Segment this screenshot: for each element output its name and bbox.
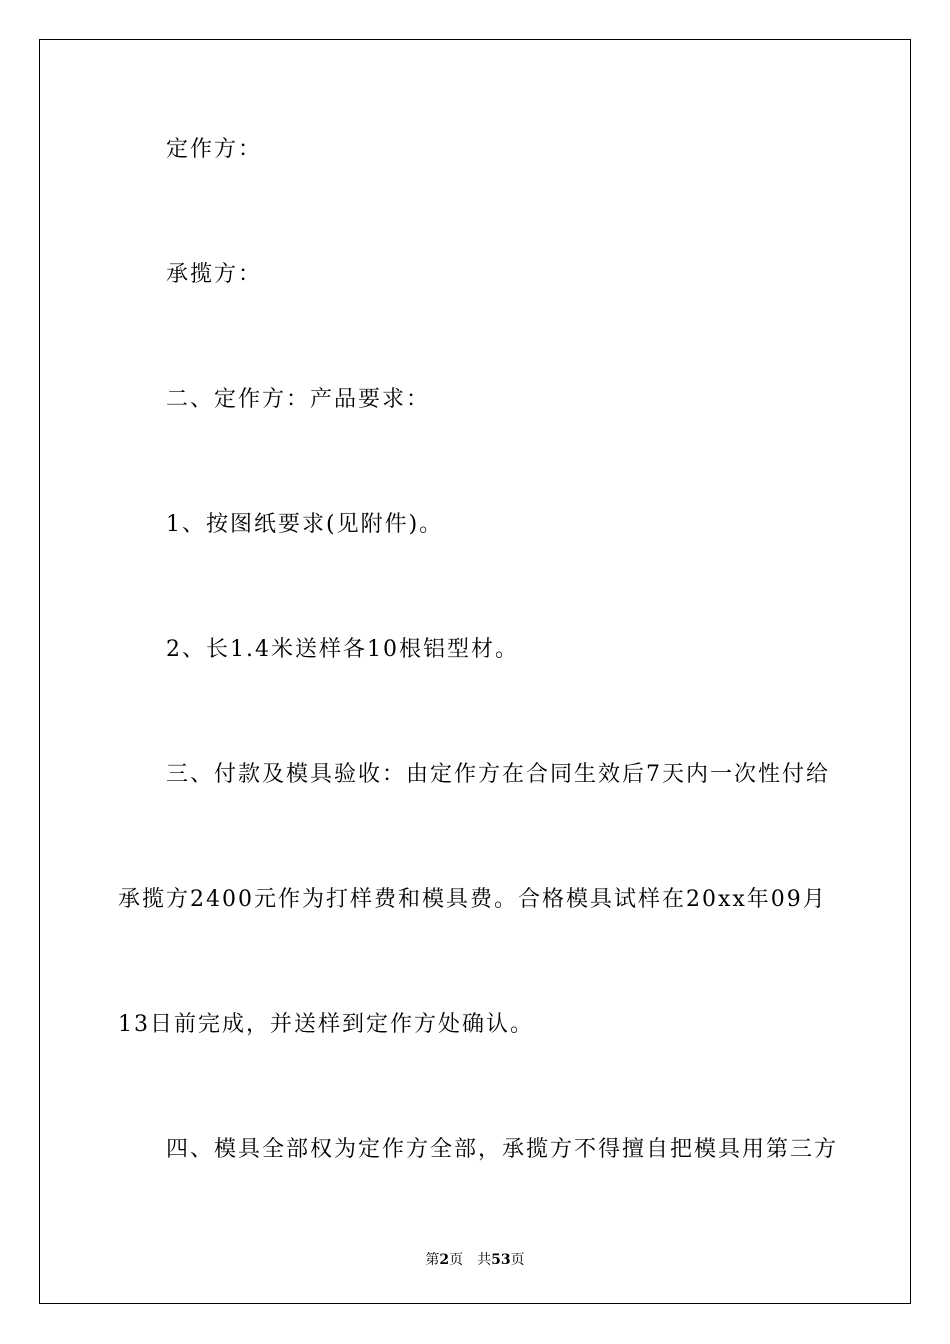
line-cheng-lan-fang: 承揽方：: [166, 262, 263, 287]
footer-total-suffix: 页: [510, 1252, 525, 1268]
footer-total-prefix: 共: [477, 1252, 492, 1268]
line-section-three-cont-2: 13日前完成，并送样到定作方处确认。: [118, 1012, 534, 1037]
footer-prefix: 第: [425, 1252, 440, 1268]
line-section-three: 三、付款及模具验收：由定作方在合同生效后7天内一次性付给: [166, 762, 830, 787]
footer-page-number: 2: [439, 1252, 450, 1268]
line-section-two-heading: 二、定作方：产品要求：: [166, 387, 431, 412]
line-item-two: 2、长1.4米送样各10根铝型材。: [166, 637, 519, 662]
footer-total-pages: 53: [491, 1252, 511, 1268]
line-section-four: 四、模具全部权为定作方全部，承揽方不得擅自把模具用第三方: [166, 1137, 839, 1162]
footer-page-suffix: 页: [449, 1252, 464, 1268]
line-ding-zuo-fang: 定作方：: [166, 137, 263, 162]
document-page: [39, 39, 911, 1304]
page-footer: [40, 1249, 910, 1269]
line-section-three-cont-1: 承揽方2400元作为打样费和模具费。合格模具试样在20xx年09月: [118, 887, 827, 912]
line-item-one: 1、按图纸要求(见附件)。: [166, 512, 444, 537]
